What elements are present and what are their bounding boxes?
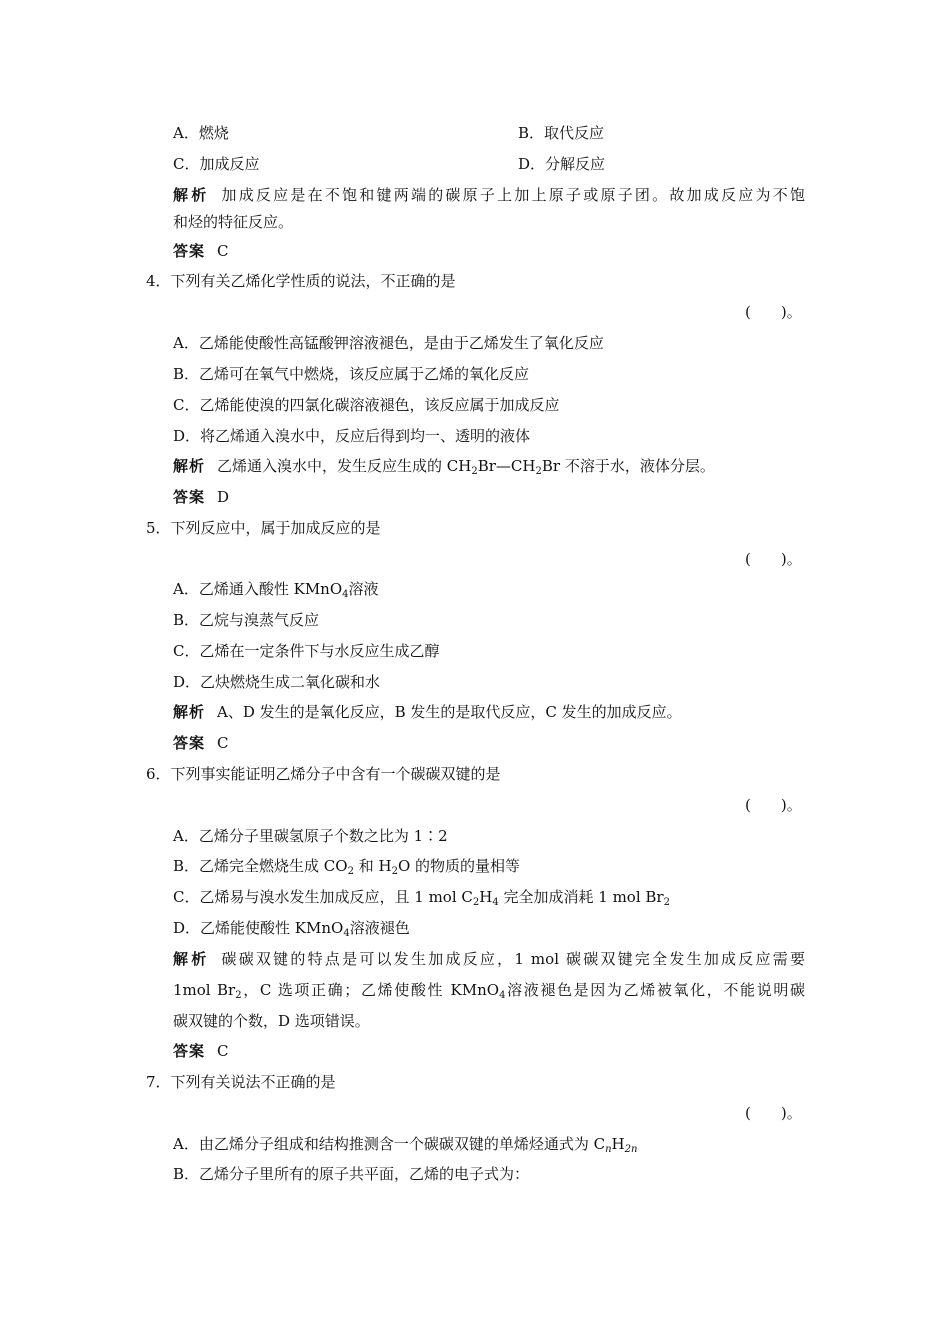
q4-analysis: 解析 乙烯通入溴水中，发生反应生成的 $CH_2Br—CH_2Br$ 不溶于水，液体分层。 [173,457,715,477]
q5-option-c: C．乙烯在一定条件下与水反应生成乙醇 [173,642,440,660]
q4-answer: 答案 D [173,488,230,506]
q4-stem: 4．下列有关乙烯化学性质的说法，不正确的是 [146,272,456,290]
q3-answer: 答案 C [173,242,229,260]
q7-stem: 7．下列有关说法不正确的是 [146,1073,336,1091]
q7-option-a: A．由乙烯分子组成和结构推测含一个碳碳双键的单烯烃通式为 $C_nH_{2n}$ [173,1135,638,1155]
q4-option-d: D．将乙烯通入溴水中，反应后得到均一、透明的液体 [173,427,531,445]
q6-answer-blank: ( )。 [745,796,802,814]
q3-option-c: C．加成反应 [173,155,260,173]
q4-answer-blank: ( )。 [745,303,802,321]
q3-analysis-line1: 解析 加成反应是在不饱和键两端的碳原子上加上原子或原子团。故加成反应为不饱 [173,186,805,204]
q5-option-a: A．乙烯通入酸性 KMnO$_4$溶液 [173,580,379,600]
q5-option-b: B．乙烷与溴蒸气反应 [173,611,320,629]
q4-option-b: B．乙烯可在氧气中燃烧，该反应属于乙烯的氧化反应 [173,365,530,383]
q6-option-d: D．乙烯能使酸性 KMnO$_4$溶液褪色 [173,919,410,939]
q6-analysis-line1: 解析 碳碳双键的特点是可以发生加成反应，1 mol 碳碳双键完全发生加成反应需要 [173,950,805,968]
q5-answer-blank: ( )。 [745,550,802,568]
q7-option-b: B．乙烯分子里所有的原子共平面，乙烯的电子式为： [173,1165,530,1183]
q3-analysis-line2: 和烃的特征反应。 [173,213,294,231]
q6-option-b: B．乙烯完全燃烧生成 $CO_2$ 和 $H_2O$ 的物质的量相等 [173,857,521,877]
q7-answer-blank: ( )。 [745,1104,802,1122]
q3-option-b: B．取代反应 [518,124,605,142]
q5-stem: 5．下列反应中，属于加成反应的是 [146,519,381,537]
q6-option-a: A．乙烯分子里碳氢原子个数之比为 1∶2 [173,827,448,845]
q5-analysis: 解析 A、D 发生的是氧化反应，B 发生的是取代反应，C 发生的加成反应。 [173,703,682,721]
q6-analysis-line2: 1mol $Br_2$，C 选项正确；乙烯使酸性 KMnO$_4$溶液褪色是因为乙烯被氧化，不能说明碳 [173,981,805,1001]
q4-option-c: C．乙烯能使溴的四氯化碳溶液褪色，该反应属于加成反应 [173,396,560,414]
q5-answer: 答案 C [173,734,229,752]
q6-option-c: C．乙烯易与溴水发生加成反应，且 1 mol $C_2H_4$ 完全加成消耗 1 mol $Br_2$ [173,888,670,908]
q6-analysis-line3: 碳双键的个数，D 选项错误。 [173,1012,370,1030]
q4-option-a: A．乙烯能使酸性高锰酸钾溶液褪色，是由于乙烯发生了氧化反应 [173,334,604,352]
q5-option-d: D．乙炔燃烧生成二氧化碳和水 [173,673,381,691]
q6-answer: 答案 C [173,1042,229,1060]
q3-option-a: A．燃烧 [173,124,229,142]
q3-option-d: D．分解反应 [518,155,606,173]
q6-stem: 6．下列事实能证明乙烯分子中含有一个碳碳双键的是 [146,765,501,783]
